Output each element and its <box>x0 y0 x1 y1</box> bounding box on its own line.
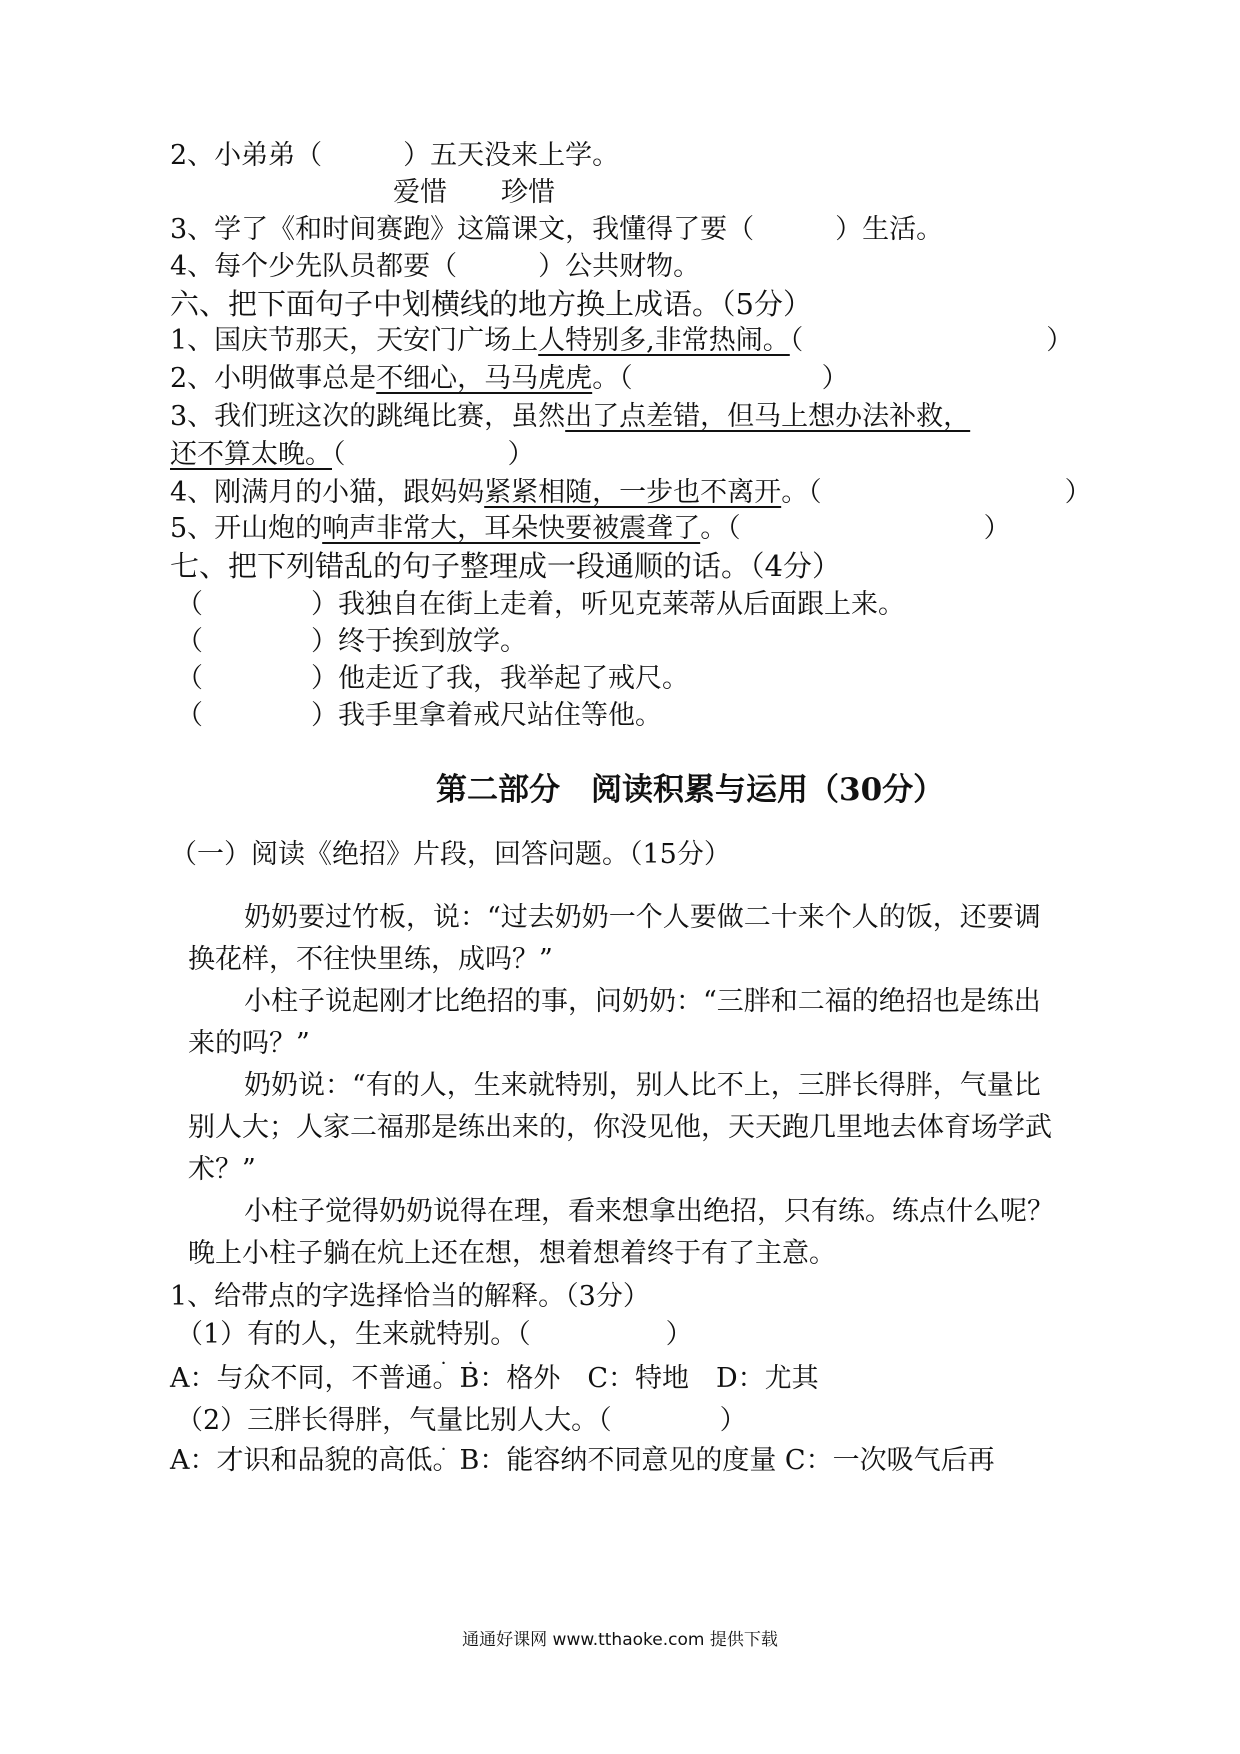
q1-1-text: （1）有的人，生来就 <box>176 1319 437 1350</box>
s5-word-options: 爱惜 珍惜 <box>393 177 555 208</box>
s6-item-3 <box>170 398 970 436</box>
dotted-char: 别 ． <box>463 1319 490 1350</box>
passage-paragraph-3: 奶奶说：“有的人，生来就特别，别人比不上，三胖长得胖，气量比别人大；人家二福那是练出来的，你没见他，天天跑几里地去体育场学武术？” <box>188 1070 1052 1185</box>
s5-item-4: 4、每个少先队员都要（ ）公共财物。 <box>170 251 701 282</box>
passage-paragraph-1: 奶奶要过竹板，说：“过去奶奶一个人要做二十来个人的饭，还要调换花样，不往快里练，成吗？” <box>188 902 1041 975</box>
s5-item-3: 3、学了《和时间赛跑》这篇课文，我懂得了要（ ）生活。 <box>170 214 944 245</box>
s6-item-3-cont <box>170 436 535 474</box>
dotted-char: 特 ． <box>436 1319 463 1350</box>
s6-item-5-blank: 。（ ） <box>700 513 1011 544</box>
question-1-1 <box>176 1316 693 1354</box>
s6-item-1-text: 1、国庆节那天，天安门广场上 <box>170 325 539 356</box>
s6-item-3-blank: （ ） <box>332 439 535 470</box>
s6-item-2 <box>170 360 849 398</box>
s6-item-5-text: 5、开山炮的 <box>170 513 323 544</box>
s6-item-3-text: 3、我们班这次的跳绳比赛，虽然 <box>170 401 566 432</box>
footer-source: 通通好课网 www.tthaoke.com 提供下载 <box>462 1630 778 1650</box>
dotted-char: 气 ． <box>409 1405 436 1436</box>
q1-2-text: （2）三胖长得胖， <box>176 1405 410 1436</box>
s6-item-2-underlined: 不细心，马马虎虎 <box>376 363 593 394</box>
passage-paragraph-4: 小柱子觉得奶奶说得在理，看来想拿出绝招，只有练。练点什么呢？晚上小柱子躺在炕上还在想，想着想着终于有了主意。 <box>188 1196 1054 1269</box>
s6-item-3-underlined-cont: 还不算太晚。 <box>170 439 332 470</box>
q1-2-blank: 比别人大。（ ） <box>463 1405 747 1436</box>
s5-item-2: 2、小弟弟（ ）五天没来上学。 <box>170 140 620 171</box>
q1-1-blank: 。（ ） <box>490 1319 693 1350</box>
question-1-2-options: A：才识和品貌的高低。B：能容纳不同意见的度量 C：一次吸气后再 <box>170 1445 995 1476</box>
s6-item-2-blank: 。（ ） <box>592 363 849 394</box>
s7-item-3: （ ）他走近了我，我举起了戒尺。 <box>176 663 689 694</box>
section6-heading: 六、把下面句子中划横线的地方换上成语。（5分） <box>170 287 812 321</box>
s6-item-1-underlined: 人特别多,非常热闹。 <box>538 325 790 356</box>
question-1-2 <box>176 1402 747 1440</box>
reading-heading: （一）阅读《绝招》片段，回答问题。（15分） <box>170 839 731 870</box>
s6-item-4-underlined: 紧紧相随，一步也不离开 <box>484 477 782 508</box>
s7-item-4: （ ）我手里拿着戒尺站住等他。 <box>176 700 662 731</box>
s6-item-4-blank: 。（ ） <box>781 477 1092 508</box>
s6-item-1 <box>170 322 1073 360</box>
s7-item-1: （ ）我独自在街上走着，听见克莱蒂从后面跟上来。 <box>176 589 905 620</box>
s7-item-2: （ ）终于挨到放学。 <box>176 626 527 657</box>
passage-paragraph-2: 小柱子说起刚才比绝招的事，问奶奶：“三胖和二福的绝招也是练出来的吗？” <box>188 986 1041 1059</box>
s6-item-5 <box>170 510 1011 548</box>
s6-item-2-text: 2、小明做事总是 <box>170 363 377 394</box>
s6-item-3-underlined: 出了点差错，但马上想办法补救， <box>565 401 971 432</box>
s6-item-4 <box>170 474 1092 512</box>
s6-item-5-underlined: 响声非常大，耳朵快要被震聋了 <box>322 513 701 544</box>
dotted-char: 量 ． <box>436 1405 463 1436</box>
s6-item-1-blank: （ ） <box>789 325 1074 356</box>
s6-item-4-text: 4、刚满月的小猫，跟妈妈 <box>170 477 485 508</box>
question-1-heading: 1、给带点的字选择恰当的解释。（3分） <box>170 1281 650 1312</box>
section7-heading: 七、把下列错乱的句子整理成一段通顺的话。（4分） <box>170 549 841 583</box>
part2-title: 第二部分 阅读积累与运用（30分） <box>436 772 945 808</box>
question-1-1-options: A：与众不同，不普通。B：格外 C：特地 D：尤其 <box>170 1363 819 1394</box>
